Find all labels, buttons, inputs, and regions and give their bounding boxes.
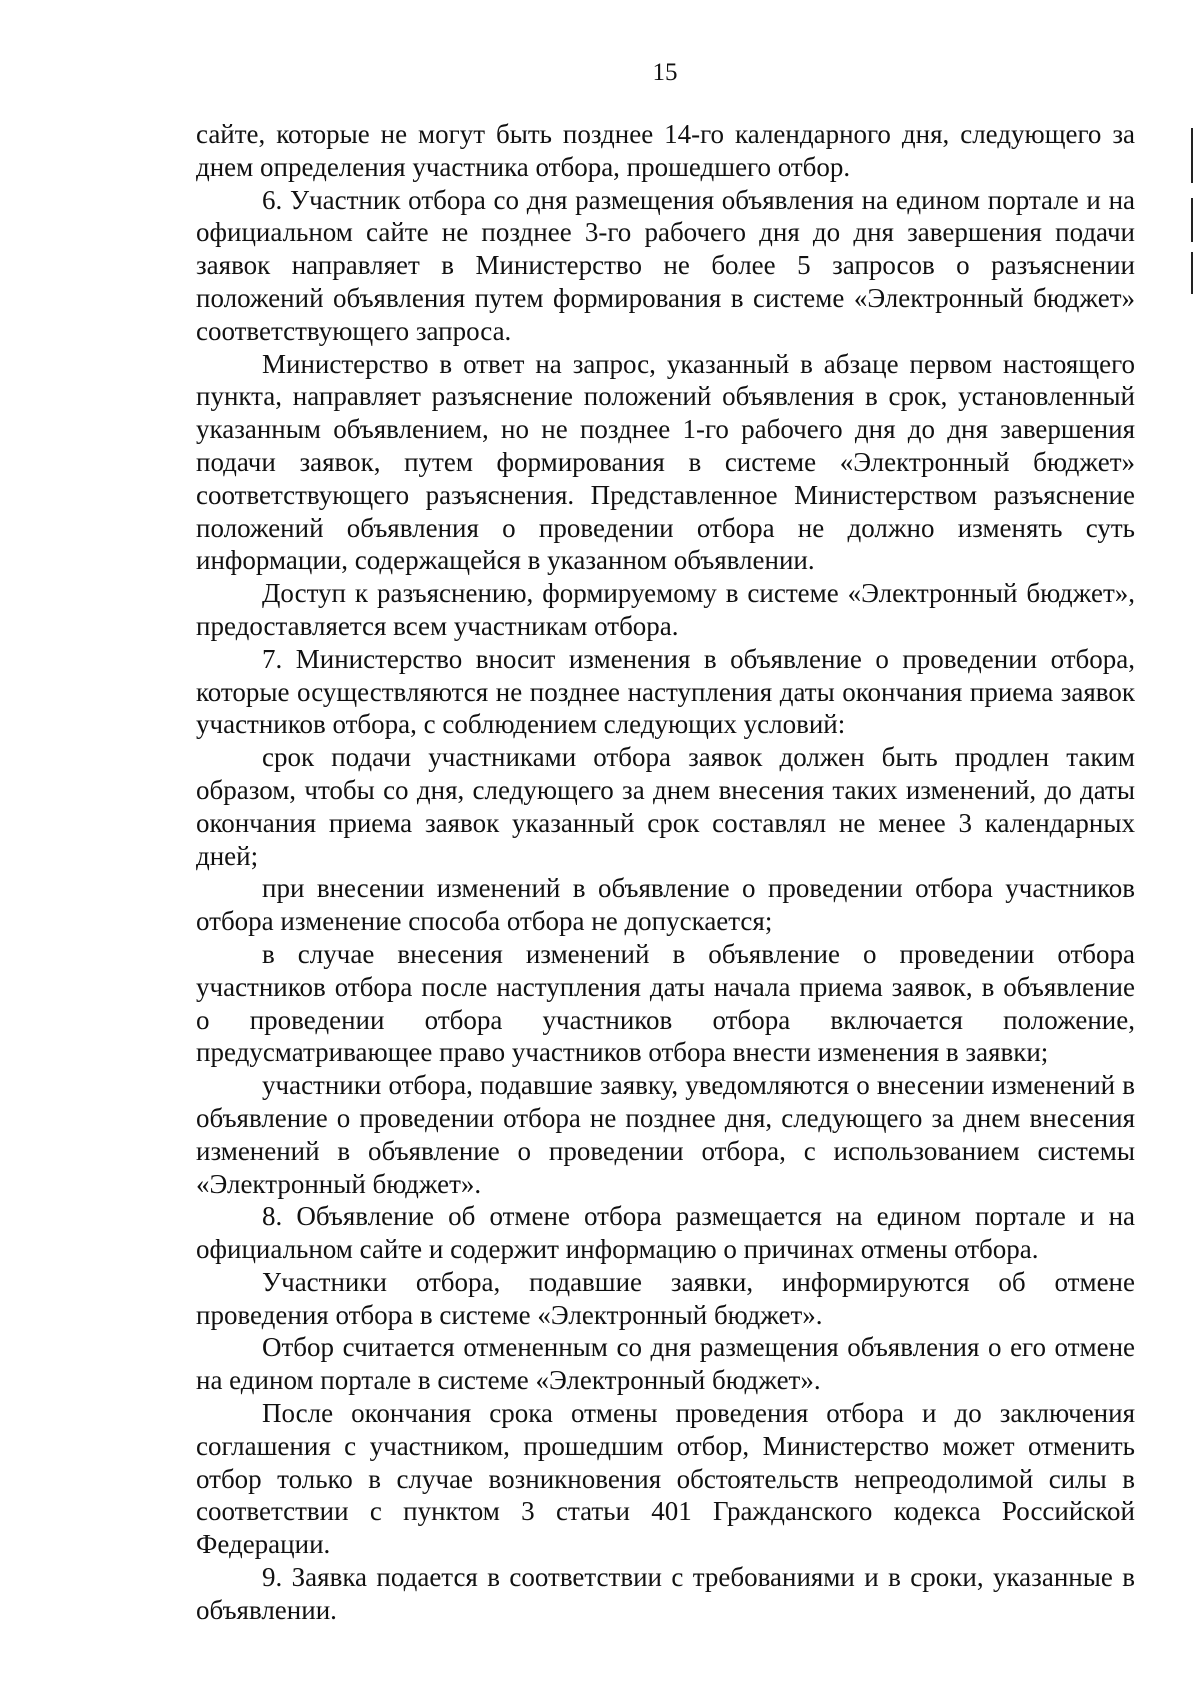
paragraph-item-9: 9. Заявка подается в соответствии с требованиями и в сроки, указанные в объявлении. (196, 1562, 1135, 1625)
scan-margin-line (1191, 252, 1193, 294)
paragraph-force-majeure: После окончания срока отмены проведения отбора и до заключения соглашения с участником, прошедшим отбор, Министерство может отменить отбор только в случае возникновения обстоятельств непреодолимой силы в соответствии с пунктом 3 статьи 401 Гражданского кодекса Российской Федерации. (196, 1398, 1135, 1560)
scan-margin-line (1191, 198, 1193, 242)
paragraph-access-clarification: Доступ к разъяснению, формируемому в системе «Электронный бюджет», предоставляется всем участникам отбора. (196, 578, 1135, 641)
paragraph-ministry-response: Министерство в ответ на запрос, указанный в абзаце первом настоящего пункта, направляет разъяснение положений объявления в срок, установленный указанным объявлением, но не позднее 1-го рабочего дня до дня завершения подачи заявок, путем формирования в системе «Электронный бюджет» соответствующего разъяснения. Представленное Министерством разъяснение положений объявления о проведении отбора не должно изменять суть информации, содержащейся в указанном объявлении. (196, 348, 1135, 576)
paragraph-item-6: 6. Участник отбора со дня размещения объявления на едином портале и на официальном сайте не позднее 3-го рабочего дня до дня завершения подачи заявок направляет в Министерство не более 5 запросов о разъяснении положений объявления путем формирования в системе «Электронный бюджет» соответствующего запроса. (196, 184, 1135, 346)
paragraph-condition-deadline: срок подачи участниками отбора заявок должен быть продлен таким образом, чтобы со дня, следующего за днем внесения таких изменений, до даты окончания приема заявок указанный срок составлял не менее 3 календарных дней; (196, 742, 1135, 871)
paragraph-cancellation-effective: Отбор считается отмененным со дня размещения объявления о его отмене на едином портале в системе «Электронный бюджет». (196, 1332, 1135, 1396)
paragraph-condition-amendments: в случае внесения изменений в объявление о проведении отбора участников отбора после наступления даты начала приема заявок, в объявление о проведении отбора участников отбора включается положение, предусматривающее право участников отбора внести изменения в заявки; (196, 938, 1135, 1068)
paragraph-condition-notification: участники отбора, подавшие заявку, уведомляются о внесении изменений в объявление о проведении отбора не позднее дня, следующего за днем внесения изменений в объявление о проведении отбора, с использованием системы «Электронный бюджет». (196, 1070, 1135, 1199)
paragraph-continuation: сайте, которые не могут быть позднее 14-го календарного дня, следующего за днем определения участника отбора, прошедшего отбор. (196, 119, 1135, 182)
scan-margin-line (1191, 128, 1193, 183)
paragraph-condition-method: при внесении изменений в объявление о проведении отбора участников отбора изменение способа отбора не допускается; (196, 873, 1135, 937)
paragraph-participants-informed: Участники отбора, подавшие заявки, информируются об отмене проведения отбора в системе «Электронный бюджет». (196, 1266, 1135, 1330)
paragraph-item-8: 8. Объявление об отмене отбора размещается на едином портале и на официальном сайте и содержит информацию о причинах отмены отбора. (196, 1201, 1135, 1265)
document-text (196, 118, 1135, 1627)
paragraph-item-7: 7. Министерство вносит изменения в объявление о проведении отбора, которые осуществляются не позднее наступления даты окончания приема заявок участников отбора, с соблюдением следующих условий: (196, 643, 1135, 740)
page-number: 15 (652, 59, 678, 86)
